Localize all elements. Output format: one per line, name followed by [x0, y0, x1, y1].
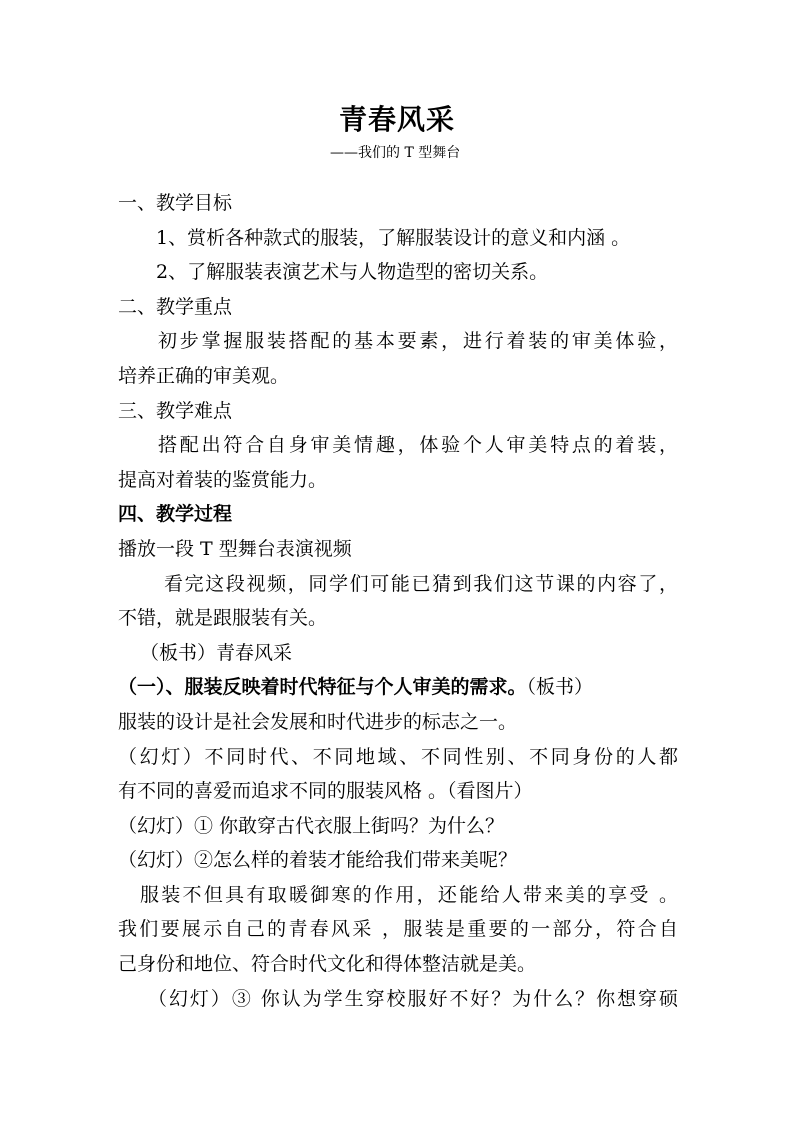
- paragraph-line: 培养正确的审美观。: [118, 364, 290, 387]
- document-body: [118, 186, 678, 1016]
- subheading-line: [118, 670, 678, 705]
- objective-item: 2、了解服装表演艺术与人物造型的密切关系。: [156, 261, 549, 284]
- document-subtitle: ——我们的 T 型舞台: [330, 145, 461, 161]
- section-heading: 一、教学目标: [118, 192, 233, 214]
- paragraph-line: （板书）青春风采: [140, 641, 293, 664]
- subheading-bold-text: （一）、服装反映着时代特征与个人审美的需求。: [118, 676, 527, 699]
- paragraph-line: 不错，就是跟服装有关。: [118, 607, 328, 630]
- paragraph-line: 播放一段 T 型舞台表演视频: [118, 537, 352, 560]
- paragraph-line: 服装的设计是社会发展和时代进步的标志之一。: [118, 710, 518, 733]
- section-heading: 二、教学重点: [118, 295, 233, 318]
- paragraph-line: 初步掌握服装搭配的基本要素，进行着装的审美体验，: [158, 330, 678, 353]
- paragraph-line: 搭配出符合自身审美情趣，体验个人审美特点的着装，: [158, 434, 678, 457]
- paragraph-line: 有不同的喜爱而追求不同的服装风格 。（看图片）: [118, 780, 533, 803]
- section-heading: 三、教学难点: [118, 399, 233, 422]
- paragraph-line: 看完这段视频，同学们可能已猜到我们这节课的内容了，: [164, 572, 678, 595]
- section-heading: 四、教学过程: [118, 503, 233, 526]
- paragraph-line: （幻灯）不同时代、不同地域、不同性别、不同身份的人都: [118, 745, 678, 768]
- document-title: 青春风采: [338, 103, 455, 136]
- paragraph-line: （幻灯）① 你敢穿古代衣服上街吗？为什么？: [118, 814, 505, 837]
- paragraph-line: 己身份和地位、符合时代文化和得体整洁就是美。: [118, 953, 537, 976]
- objective-item: 1、赏析各种款式的服装，了解服装设计的意义和内涵 。: [156, 226, 631, 249]
- paragraph-line: 提高对着装的鉴赏能力。: [118, 468, 328, 491]
- paragraph-line: （幻灯）②怎么样的着装才能给我们带来美呢？: [118, 849, 518, 872]
- paragraph-line: 我们要展示自己的青春风采 ，服装是重要的一部分，符合自: [118, 918, 678, 941]
- paragraph-line: （幻灯）③ 你认为学生穿校服好不好？为什么？你想穿硕: [148, 987, 678, 1010]
- subheading-note: （板书）: [526, 676, 594, 699]
- paragraph-line: 服装不但具有取暖御寒的作用，还能给人带来美的享受 。: [140, 883, 678, 906]
